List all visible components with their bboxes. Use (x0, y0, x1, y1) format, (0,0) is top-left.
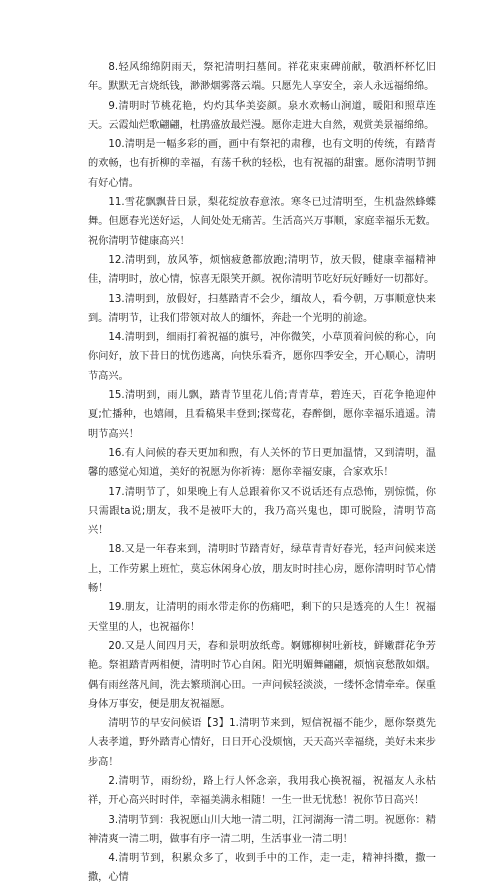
paragraph-10: 10.清明是一幅多彩的画，画中有祭祀的肃穆，也有文明的传统，有踏青的欢畅，也有折柳的幸福，有荡千秋的轻松，也有祝福的甜蜜。愿你清明节拥有好心情。 (88, 139, 436, 189)
paragraph-20: 20.又是人间四月天，春和景明放纸鸢。婀娜柳树吐新枝，鲜嫩群花争芳艳。祭祖踏青两相便，清明时节心自闲。阳光明媚舞翩翩，烦恼哀愁散如烟。偶有雨丝落凡间，洗去繁琐润心田。一声问候轻淡淡，一缕怀念情牵牵。保重身体万事安，便是朋友祝福愿。 (88, 640, 436, 710)
paragraph-15: 15.清明到，雨儿飘，踏青节里花儿俏;青青草，碧连天，百花争艳迎仲夏;忙播种，也嬉闹，且看稿果丰登到;探莺花，春醉倒，愿你幸福乐逍遥。清明节高兴！ (88, 390, 436, 440)
section-3-paragraph-3: 3.清明节到：我祝愿山川大地一清二明，江河湖海一清二明。祝愿你：精神清爽一清二明，做事有序一清二明，生活事业一清二明！ (88, 814, 436, 845)
paragraph-18: 18.又是一年春来到，清明时节踏青好，绿草青青好春光，轻声问候来送上，工作劳累上班忙，莫忘休闲身心放，朋友时时挂心房，愿你清明时节心情畅！ (88, 544, 436, 595)
paragraph-13: 13.清明到，放假好，扫墓踏青不会少，缅故人，看今朝，万事顺意快来到。清明节，让我们带领对故人的缅怀，奔赴一个光明的前途。 (88, 293, 436, 324)
paragraph-8: 8.轻风绵绵阴雨天，祭祀清明扫墓间。祥花束束碑前献，敬酒杯杯忆旧年。默默无言烧纸钱，渺渺烟雾落云端。只愿先人享安全，亲人永远福绵绵。 (88, 62, 436, 93)
paragraph-9: 9.清明时节桃花艳，灼灼其华美姿颜。泉水欢畅山涧道，暖阳和照草连天。云霞灿烂歌翩翩，杜鹃盛放最烂漫。愿你走进大自然，观赏美景福绵绵。 (88, 100, 436, 131)
paragraph-19: 19.朋友，让清明的雨水带走你的伤痛吧，剩下的只是透亮的人生！祝福天堂里的人，也祝福你！ (88, 602, 436, 633)
paragraph-11: 11.雪花飘飘昔日景，梨花绽放春意浓。寒冬已过清明至，生机盎然蜂蝶舞。但愿春光送好运，人间处处无痛苦。生活高兴万事顺，家庭幸福乐无数。祝你清明节健康高兴！ (88, 197, 436, 247)
section-3-paragraph-1: 清明节的早安问候语【3】1.清明节来到，短信祝福不能少，愿你祭奠先人表孝道，野外踏青心情好，日日开心没烦恼，天天高兴幸福绕，美好未来步步高！ (88, 718, 436, 768)
section-3-paragraph-2: 2.清明节，雨纷纷，路上行人怀念亲，我用我心换祝福，祝福友人永枯祥，开心高兴时时伴，幸福美满永相随！一生一世无忧愁！祝你节日高兴！ (88, 775, 436, 807)
paragraph-17: 17.清明节了，如果晚上有人总跟着你又不说话还有点恐怖，别惊慌，你只需跟ta说;朋友，我不是被吓大的，我乃高兴鬼也，即可脱险，清明节高兴！ (88, 486, 436, 537)
paragraph-12: 12.清明到，放风筝，烦恼疲惫都放跑;清明节，放天假，健康幸福精神佳，清明时，放心情，惊喜无限笑开颜。祝你清明节吃好玩好睡好一切都好。 (88, 254, 436, 286)
paragraph-16: 16.有人问候的春天更加和煦，有人关怀的节日更加温情，又到清明，温馨的感觉心知道，美好的祝愿为你祈祷：愿你幸福安康，合家欢乐！ (88, 447, 436, 479)
section-3-paragraph-4: 4.清明节到，积累众多了，收到手中的工作，走一走，精神抖擞，撒一撒，心情 (88, 853, 436, 884)
paragraph-14: 14.清明到，细雨打着祝福的旗号，冲你微笑，小草顶着问候的称心，向你问好，放下昔日的忧伤逃离，向快乐看齐，愿你四季安全，开心顺心，清明节高兴。 (88, 332, 436, 382)
